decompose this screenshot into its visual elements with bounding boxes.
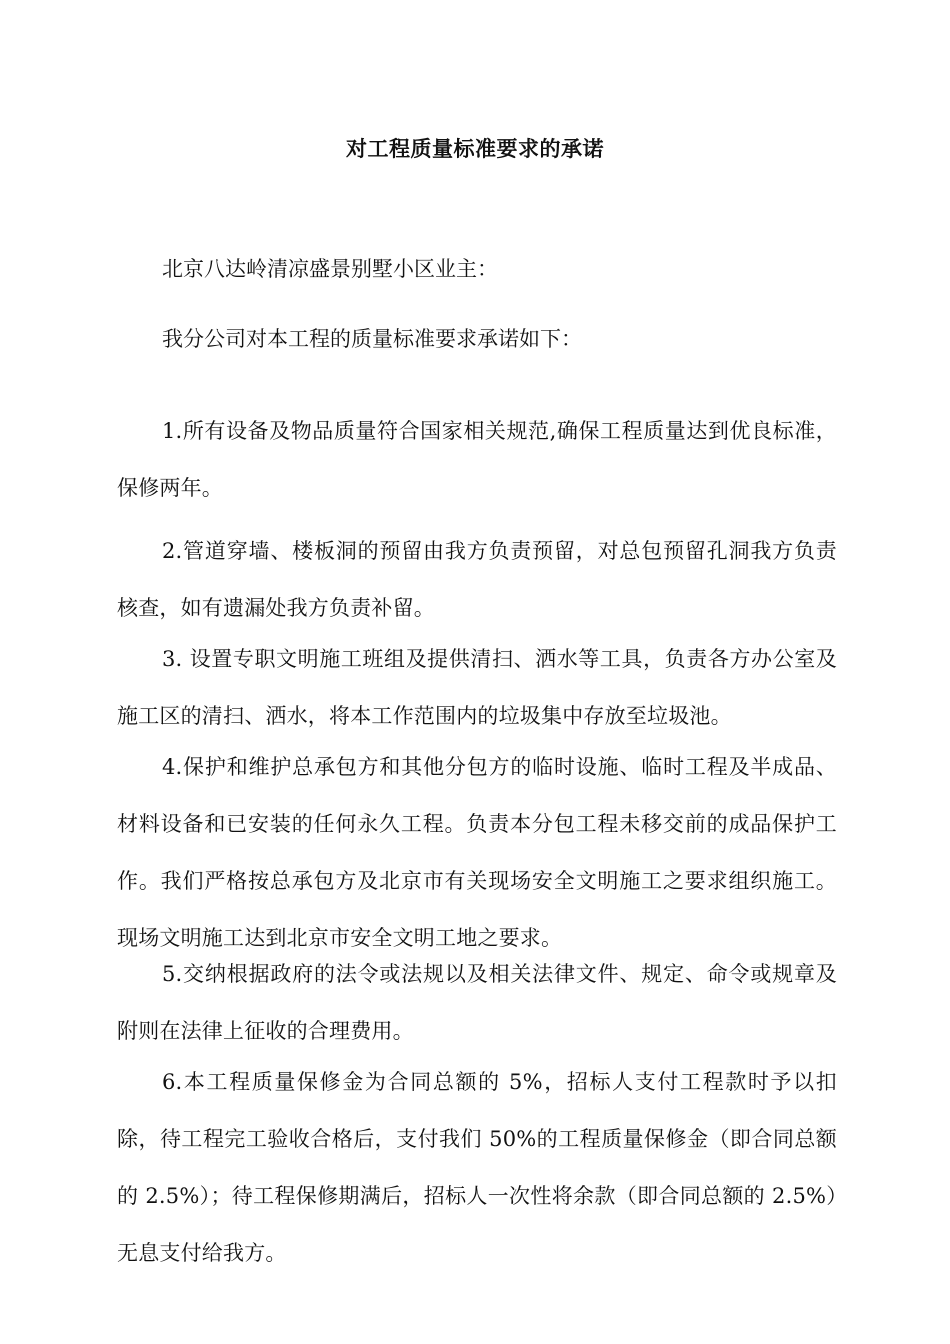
salutation: 北京八达岭清凉盛景别墅小区业主： xyxy=(162,257,498,281)
commitment-paragraph-5: 5.交纳根据政府的法令或法规以及相关法律文件、规定、命令或规章及附则在法律上征收的合理费用。 xyxy=(117,962,837,1043)
commitment-paragraph-4: 4.保护和维护总承包方和其他分包方的临时设施、临时工程及半成品、材料设备和已安装的任何永久工程。负责本分包工程未移交前的成品保护工作。我们严格按总承包方及北京市有关现场安全文明施工之要求组织施工。现场文明施工达到北京市安全文明工地之要求。 xyxy=(117,755,837,950)
commitment-paragraph-2: 2.管道穿墙、楼板洞的预留由我方负责预留，对总包预留孔洞我方负责核查，如有遗漏处我方负责补留。 xyxy=(117,539,837,620)
commitment-paragraph-3: 3. 设置专职文明施工班组及提供清扫、洒水等工具，负责各方办公室及施工区的清扫、洒水，将本工作范围内的垃圾集中存放至垃圾池。 xyxy=(117,647,837,728)
commitment-paragraph-6: 6.本工程质量保修金为合同总额的 5%，招标人支付工程款时予以扣除，待工程完工验收合格后，支付我们 50%的工程质量保修金（即合同总额的 2.5%）；待工程保修期满后，招标人一次性将余款（即合同总额的 2.5%）无息支付给我方。 xyxy=(117,1070,837,1265)
commitment-paragraph-1: 1.所有设备及物品质量符合国家相关规范,确保工程质量达到优良标准，保修两年。 xyxy=(117,419,837,500)
intro-text: 我分公司对本工程的质量标准要求承诺如下： xyxy=(162,327,582,351)
document-title: 对工程质量标准要求的承诺 xyxy=(346,136,604,161)
